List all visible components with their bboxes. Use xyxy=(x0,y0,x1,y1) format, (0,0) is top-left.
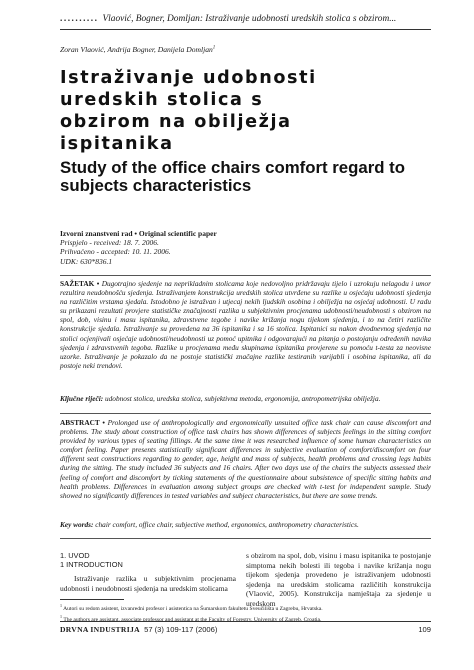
abstract-block xyxy=(60,418,431,500)
footnote-en-text: The authors are assistant, associate professor and assistant at the Faculty of Forestry, University of Zagreb, Croatia. xyxy=(63,617,322,624)
left-column xyxy=(60,551,236,594)
udk-code: UDK: 630*836.1 xyxy=(60,256,113,266)
authors-line xyxy=(60,45,215,54)
kljucne-label: Ključne riječi: xyxy=(60,394,104,403)
abstract-text: Prolonged use of anthropologically and ergonomically unsuited office task chair can cause discomfort and problems. The study about construction of office task chairs has shown differences of subjects feelings in the sitting comfort provided by various types of seating fillings. At the same time it was researched influence of some human characteristics on comfort feeling. Paper presents statistically significant differences in subjective evaluation of comfort/discomfort on four different seat constructions regarding to gender, age, height and mass of subjects, health problems and crossing legs habits during the sitting. The study included 36 subjects and 16 chairs. After two days use of the chairs the subjects assessed their feeling of comfort and discomfort by ticking statements of the questionnaire about subsistence of specific sitting habits and health problems. Differences in evaluation among subject groups are checked with t-test for independent sample. Study showed no significantly differences in tested variables and subject characteristics, but there are some trends. xyxy=(60,418,431,500)
key-words xyxy=(60,520,431,529)
author-names: Zoran Vlaović, Andrija Bogner, Danijela Domljan xyxy=(60,45,213,54)
rule-after-keywords xyxy=(60,538,431,539)
right-column-text: s obzirom na spol, dob, visinu i masu ispitanika te postojanje simptoma nekih bolesti ili tegoba i navike križanja nogu tijekom sjedenja provedeno je istraživanjem udobnosti sjedenja na uredskim stolicama različitih konstrukcija (Vlaović, 2005). Konstrukcija namještaja za sjedenje u uredskom xyxy=(246,551,431,608)
keywords-text: chair comfort, office chair, subjective method, ergonomics, anthropometry characteristics. xyxy=(95,520,359,529)
kljucne-text: udobnost stolica, uredska stolica, subjektivna metoda, ergonomija, antropometrijska obilježja. xyxy=(105,394,381,403)
article-meta xyxy=(60,229,217,266)
section-heading-hr: 1. UVOD xyxy=(60,551,90,560)
section-heading-en: 1 INTRODUCTION xyxy=(60,560,123,570)
running-head xyxy=(60,14,440,24)
footnote-rule xyxy=(60,599,124,600)
journal-name: DRVNA INDUSTRIJA xyxy=(60,625,140,634)
page-number: 109 xyxy=(418,625,431,634)
footnote-hr-text: Autori su redom asistent, izvanredni profesor i asistentica na Šumarskom fakultetu Sveučilišta u Zagrebu, Hrvatska. xyxy=(63,605,323,612)
sazetak-text: Dugotrajno sjedenje na neprikladnim stolicama koje nedovoljno pridržavaju tijelo i uzrokuju nelagodu i umor rezultira neudobnošću sjedenja. Istraživanjem konstrukcija uredskih stolica utvrđene su razlike u osjećaju udobnosti sjedenja na različitim vrstama sjedala. Istodobno je istražvan i utjecaj nekih ljudskih osobina i obilježja na osjećaj udobnosti. U radu su prikazani rezultati provjere statističke značajnosti razlika u subjektivnim procjenama udobnosti/neudobnosti s obzirom na spol, dob, visinu i masu ispitanika, zdravstvene tegobe i navike križanja nogu tijekom sjedenja, i to na četiri različite konstrukcije sjedala. Istraživanje su provedena na 36 ispitanika i sa 16 stolica. Ispitanici su nakon dvodnevnog sjedenja na stolici ocjenjivali osjećaje udobnosti/neudobnosti uz pomoć upitnika i odgovarajući na pitanja o postojanju određenih navika sjedenja i zdravstvenih tegoba. Razlike u procjenama među skupinama ispitanika provjerene su pomoću t-testa za neovisne uzorke. Istraživanje je pokazalo da ne postoje statistički značajne razlike testiranih varijabli i osobina ispitanika, ali da postoje neki trendovi. xyxy=(60,279,431,370)
rule-before-sazetak xyxy=(60,275,431,276)
article-type: Izvorni znanstveni rad • Original scientific paper xyxy=(60,229,217,238)
running-head-text: Vlaović, Bogner, Domljan: Istraživanje udobnosti uredskih stolica s obzirom... xyxy=(102,14,397,24)
intro-paragraph: Istraživanje razlika u subjektivnim procjenama udobnosti i neudobnosti sjedenja na uredskim stolicama xyxy=(60,574,236,593)
journal-issue: 57 (3) 109-117 (2006) xyxy=(144,625,218,634)
accepted-date: Prihvaćeno - accepted: 10. 11. 2006. xyxy=(60,247,171,257)
footnote-hr xyxy=(60,602,431,613)
keywords-label: Key words: xyxy=(60,520,94,529)
footnote-marker: 1 xyxy=(60,603,62,608)
author-footnote-marker: 1 xyxy=(212,45,216,51)
abstract-label: ABSTRACT • xyxy=(60,418,105,427)
footnote-marker: 1 xyxy=(60,614,62,620)
kljucne-rijeci xyxy=(60,394,431,403)
footer-rule xyxy=(60,621,431,622)
received-date: Prispjelo - received: 18. 7. 2006. xyxy=(60,238,159,248)
page-footer xyxy=(60,625,431,634)
header-rule xyxy=(60,29,431,30)
title-croatian: Istraživanje udobnosti uredskih stolica s obzirom na obilježja ispitanika xyxy=(60,68,317,154)
sazetak-block xyxy=(60,279,431,370)
running-head-dots: .......... xyxy=(60,14,99,24)
title-english: Study of the office chairs comfort regard to subjects characteristics xyxy=(60,158,405,195)
footnote-en xyxy=(60,613,431,624)
rule-before-abstract xyxy=(60,413,431,414)
sazetak-label: SAŽETAK • xyxy=(60,279,100,288)
